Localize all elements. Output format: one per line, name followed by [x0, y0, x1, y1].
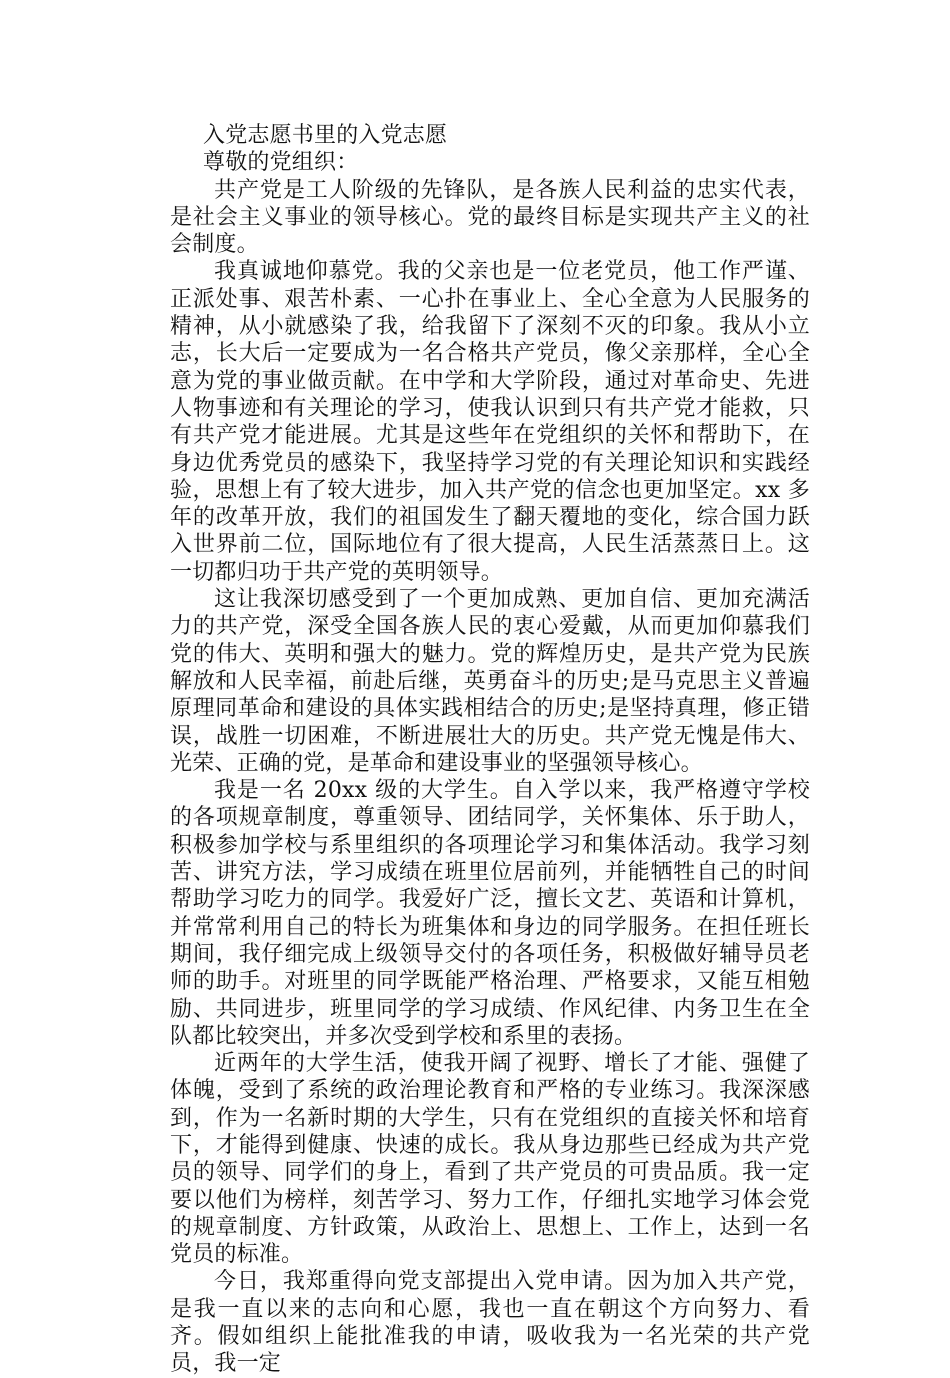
paragraph-5: 近两年的大学生活，使我开阔了视野、增长了才能、强健了体魄，受到了系统的政治理论教育和严格的专业练习。我深深感到，作为一名新时期的大学生，只有在党组织的直接关怀和培育下，才能得到健康、快速的成长。我从身边那些已经成为共产党员的领导、同学们的身上，看到了共产党员的可贵品质。我一定要以他们为榜样，刻苦学习、努力工作，仔细扎实地学习体会党的规章制度、方针政策，从政治上、思想上、工作上，达到一名党员的标准。	[170, 1051, 810, 1268]
paragraph-6: 今日，我郑重得向党支部提出入党申请。因为加入共产党，是我一直以来的志向和心愿，我也一直在朝这个方向努力、看齐。假如组织上能批准我的申请，吸收我为一名光荣的共产党员，我一定	[170, 1269, 810, 1377]
document-title: 入党志愿书里的入党志愿	[203, 123, 448, 148]
salutation: 尊敬的党组织：	[203, 150, 359, 176]
paragraph-2: 我真诚地仰慕党。我的父亲也是一位老党员，他工作严谨、正派处事、艰苦朴素、一心扑在事业上、全心全意为人民服务的精神，从小就感染了我，给我留下了深刻不灭的印象。我从小立志，长大后一定要成为一名合格共产党员，像父亲那样，全心全意为党的事业做贡献。在中学和大学阶段，通过对革命史、先进人物事迹和有关理论的学习，使我认识到只有共产党才能救，只有共产党才能进展。尤其是这些年在党组织的关怀和帮助下，在身边优秀党员的感染下，我坚持学习党的有关理论知识和实践经验，思想上有了较大进步，加入共产党的信念也更加坚定。xx 多年的改革开放，我们的祖国发生了翻天覆地的变化，综合国力跃入世界前二位，国际地位有了很大提高，人民生活蒸蒸日上。这一切都归功于共产党的英明领导。	[170, 259, 810, 585]
document-body	[170, 122, 810, 1378]
paragraph-1: 共产党是工人阶级的先锋队，是各族人民利益的忠实代表，是社会主义事业的领导核心。党的最终目标是实现共产主义的社会制度。	[170, 177, 810, 258]
paragraph-3: 这让我深切感受到了一个更加成熟、更加自信、更加充满活力的共产党，深受全国各族人民的衷心爱戴，从而更加仰慕我们党的伟大、英明和强大的魅力。党的辉煌历史，是共产党为民族解放和人民幸福，前赴后继，英勇奋斗的历史;是马克思主义普遍原理同革命和建设的具体实践相结合的历史;是坚持真理，修正错误，战胜一切困难，不断进展壮大的历史。共产党无愧是伟大、光荣、正确的党，是革命和建设事业的坚强领导核心。	[170, 587, 810, 776]
paragraph-4: 我是一名 20xx 级的大学生。自入学以来，我严格遵守学校的各项规章制度，尊重领导、团结同学，关怀集体、乐于助人，积极参加学校与系里组织的各项理论学习和集体活动。我学习刻苦、讲究方法，学习成绩在班里位居前列，并能牺牲自己的时间帮助学习吃力的同学。我爱好广泛，擅长文艺、英语和计算机，并常常利用自己的特长为班集体和身边的同学服务。在担任班长期间，我仔细完成上级领导交付的各项任务，积极做好辅导员老师的助手。对班里的同学既能严格治理、严格要求，又能互相勉励、共同进步，班里同学的学习成绩、作风纪律、内务卫生在全队都比较突出，并多次受到学校和系里的表扬。	[170, 778, 810, 1049]
